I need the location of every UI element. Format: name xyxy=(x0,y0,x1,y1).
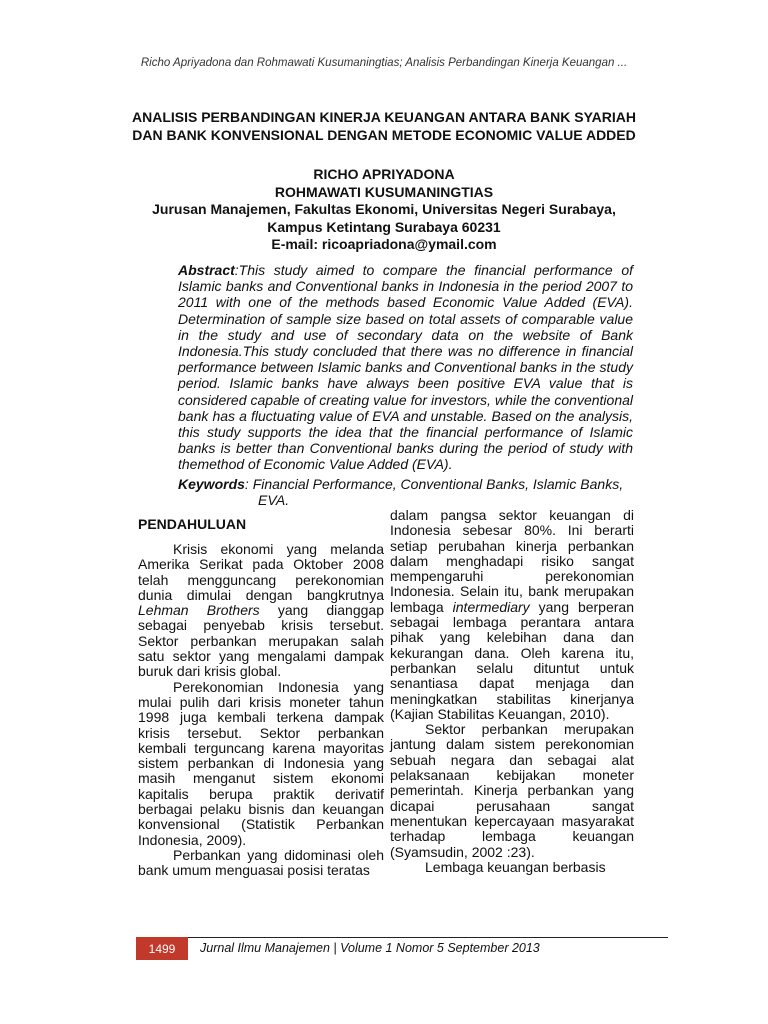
author-block xyxy=(60,166,708,254)
left-paragraph-3: Perbankan yang didominasi oleh bank umum menguasai posisi teratas xyxy=(138,846,384,879)
abstract-label: Abstract xyxy=(178,262,235,278)
journal-info: Jurnal Ilmu Manajemen | Volume 1 Nomor 5 September 2013 xyxy=(200,941,540,955)
page-number-badge: 1499 xyxy=(136,937,188,960)
left-column xyxy=(138,542,384,879)
title-line-2: DAN BANK KONVENSIONAL DENGAN METODE ECONOMIC VALUE ADDED xyxy=(132,127,636,143)
italic-term: Lehman Brothers xyxy=(138,602,260,619)
author-email: E-mail: ricoapriadona@ymail.com xyxy=(271,236,497,252)
abstract-text: :This study aimed to compare the financial performance of Islamic banks and Conventional banks in Indonesia in the period 2007 to 2011 with one of the methods based Economic Value Added (EVA). Determination of sample size based on total assets of comparable value in the study and use of secondary data on the website of Bank Indonesia.This study concluded that there was no difference in financial performance between Islamic banks and Conventional banks in the study period. Islamic banks have always been positive EVA value that is considered capable of creating value for investors, while the conventional bank has a fluctuating value of EVA and unstable. Based on the analysis, this study supports the idea that the financial performance of Islamic banks is better than Conventional banks during the period of study with themethod of Economic Value Added (EVA). xyxy=(178,262,633,473)
right-paragraph-3: Lembaga keuangan berbasis xyxy=(425,858,606,875)
footer-divider xyxy=(136,937,668,938)
right-paragraph-2: Sektor perbankan merupakan jantung dalam sistem perekonomian sebuah negara dan sebagai alat pelaksanaan kebijakan moneter pemerintah. Kinerja perbankan yang dicapai perusahaan sangat menentukan kepercayaan masyarakat terhadap lembaga keuangan (Syamsudin, 2002 :23). xyxy=(390,721,634,860)
keywords-label: Keywords xyxy=(178,476,245,492)
paper-title xyxy=(60,108,708,144)
author-name-1: RICHO APRIYADONA xyxy=(313,166,455,182)
left-paragraph-1: Krisis ekonomi yang melanda Amerika Serikat pada Oktober 2008 telah mengguncang perekonomian dunia dimulai dengan bangkrutnya Lehman Brothers yang dianggap sebagai penyebab krisis tersebut. Sektor perbankan merupakan salah satu sektor yang mengalami dampak buruk dari krisis global. xyxy=(138,541,384,680)
keywords xyxy=(178,476,633,508)
right-column xyxy=(390,508,634,875)
left-paragraph-2: Perekonomian Indonesia yang mulai pulih dari krisis moneter tahun 1998 juga kembali terkena dampak krisis tersebut. Sektor perbankan kembali terguncang karena mayoritas sistem perbankan di Indonesia yang masih menganut sistem ekonomi kapitalis berupa praktik derivatif berbagai pelaku bisnis dan keuangan konvensional (Statistik Perbankan Indonesia, 2009). xyxy=(138,678,384,848)
keywords-text: : Financial Performance, Conventional Banks, Islamic Banks, xyxy=(244,476,624,492)
title-line-1: ANALISIS PERBANDINGAN KINERJA KEUANGAN ANTARA BANK SYARIAH xyxy=(131,109,637,125)
right-paragraph-1: dalam pangsa sektor keuangan di Indonesia sebesar 80%. Ini berarti setiap perubahan kinerja perbankan dalam menghadapi risiko sangat mempengaruhi perekonomian Indonesia. Selain itu, bank merupakan lembaga intermediary yang berperan sebagai lembaga perantara antara pihak yang kelebihan dana dan kekurangan dana. Oleh karena itu, perbankan selalu dituntut untuk senantiasa dapat menjaga dan meningkatkan stabilitas kinerjanya (Kajian Stabilitas Keuangan, 2010). xyxy=(390,507,634,722)
author-name-2: ROHMAWATI KUSUMANINGTIAS xyxy=(274,183,494,200)
running-head: Richo Apriyadona dan Rohmawati Kusumaningtias; Analisis Perbandingan Kinerja Keuangan ... xyxy=(140,57,628,69)
keywords-continuation: EVA. xyxy=(258,492,290,509)
affiliation-line-2: Kampus Ketintang Surabaya 60231 xyxy=(267,218,501,235)
italic-term: intermediary xyxy=(452,598,530,615)
affiliation-line-1: Jurusan Manajemen, Fakultas Ekonomi, Universitas Negeri Surabaya, xyxy=(152,201,616,217)
section-heading: PENDAHULUAN xyxy=(138,516,247,532)
abstract xyxy=(178,262,633,473)
